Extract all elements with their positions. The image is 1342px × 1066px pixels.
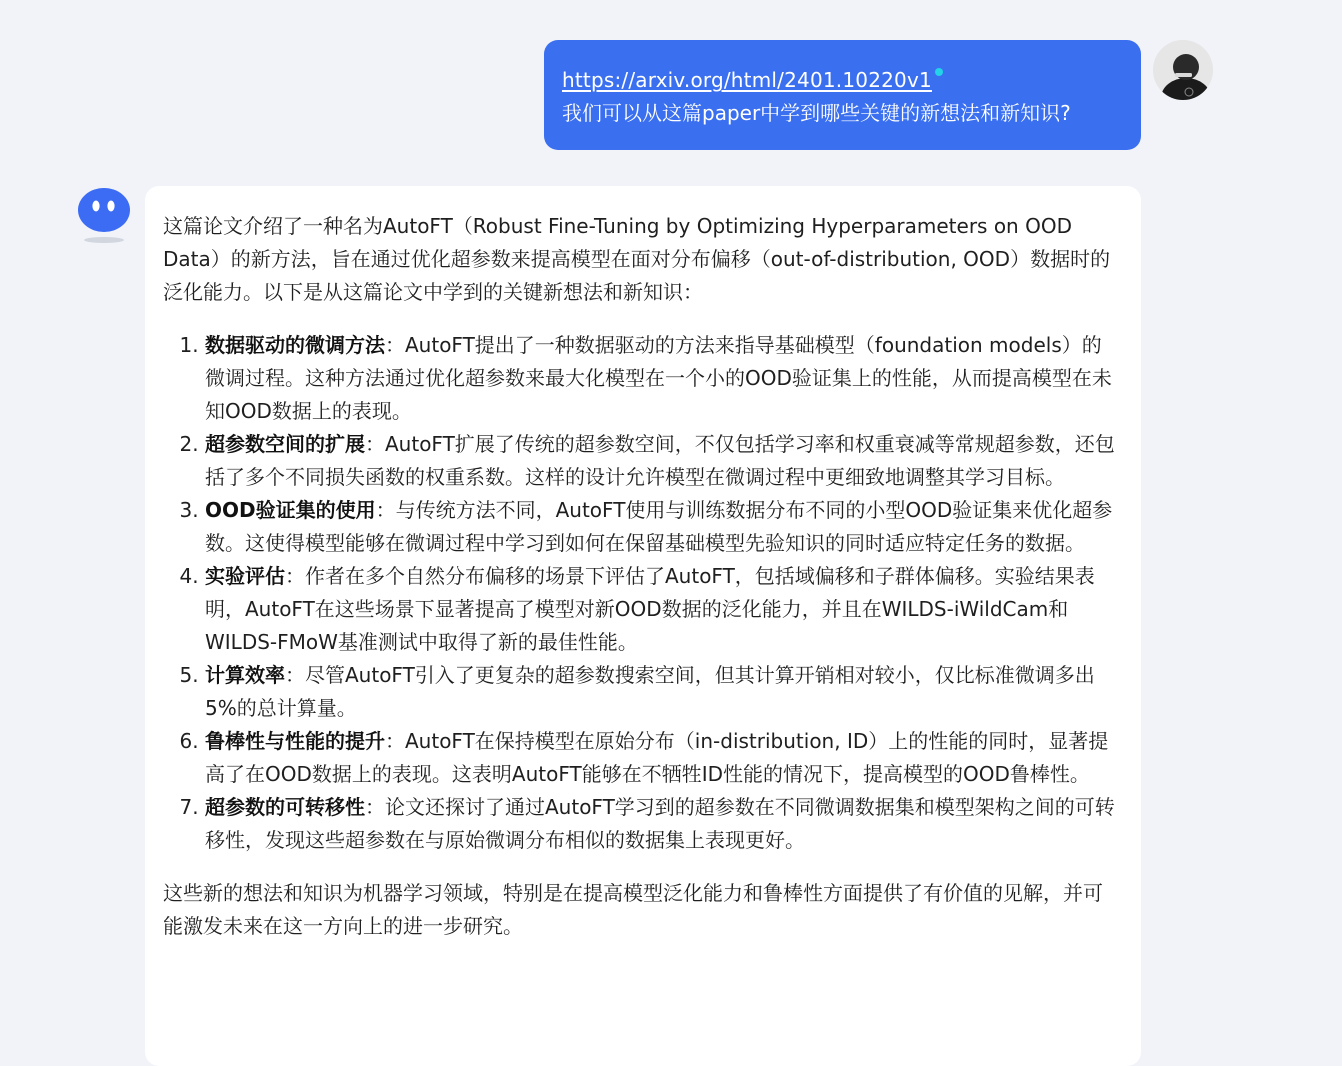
- point-text: ：AutoFT扩展了传统的超参数空间，不仅包括学习率和权重衰减等常规超参数，还包括了多个不同损失函数的权重系数。这样的设计允许模型在微调过程中更细致地调整其学习目标。: [205, 432, 1115, 489]
- point-title: 实验评估: [205, 564, 285, 588]
- point-title: 计算效率: [205, 663, 285, 687]
- point-text: ：与传统方法不同，AutoFT使用与训练数据分布不同的小型OOD验证集来优化超参数。这使得模型能够在微调过程中学习到如何在保留基础模型先验知识的同时适应特定任务的数据。: [205, 498, 1113, 555]
- key-points-list: [163, 329, 1121, 857]
- list-item: [205, 659, 1121, 725]
- user-question-text: 我们可以从这篇paper中学到哪些关键的新想法和新知识?: [562, 101, 1071, 125]
- user-photo-avatar-icon: [1153, 40, 1213, 100]
- point-text: ：AutoFT提出了一种数据驱动的方法来指导基础模型（foundation models）的微调过程。这种方法通过优化超参数来最大化模型在一个小的OOD验证集上的性能，从而提高模型在未知OOD数据上的表现。: [205, 333, 1112, 423]
- point-text: ：作者在多个自然分布偏移的场景下评估了AutoFT，包括域偏移和子群体偏移。实验结果表明，AutoFT在这些场景下显著提高了模型对新OOD数据的泛化能力，并且在WILDS-iWildCam和WILDS-FMoW基准测试中取得了新的最佳性能。: [205, 564, 1095, 654]
- point-title: OOD验证集的使用: [205, 498, 376, 522]
- user-message-link-line: [562, 64, 1123, 97]
- arxiv-link[interactable]: https://arxiv.org/html/2401.10220v1: [562, 68, 932, 92]
- user-message-bubble: [544, 40, 1141, 150]
- point-text: ：AutoFT在保持模型在原始分布（in-distribution, ID）上的性能的同时，显著提高了在OOD数据上的表现。这表明AutoFT能够在不牺牲ID性能的情况下，提高模型的OOD鲁棒性。: [205, 729, 1109, 786]
- point-text: ：尽管AutoFT引入了更复杂的超参数搜索空间，但其计算开销相对较小，仅比标准微调多出5%的总计算量。: [205, 663, 1095, 720]
- point-title: 超参数空间的扩展: [205, 432, 365, 456]
- point-title: 数据驱动的微调方法: [205, 333, 385, 357]
- user-avatar[interactable]: [1153, 40, 1213, 100]
- bot-response-card: [145, 186, 1141, 1066]
- point-text: ：论文还探讨了通过AutoFT学习到的超参数在不同微调数据集和模型架构之间的可转移性，发现这些超参数在与原始微调分布相似的数据集上表现更好。: [205, 795, 1115, 852]
- point-title: 鲁棒性与性能的提升: [205, 729, 385, 753]
- list-item: [205, 725, 1121, 791]
- point-title: 超参数的可转移性: [205, 795, 365, 819]
- list-item: [205, 791, 1121, 857]
- bot-conclusion-paragraph: 这些新的想法和知识为机器学习领域，特别是在提高模型泛化能力和鲁棒性方面提供了有价值的见解，并可能激发未来在这一方向上的进一步研究。: [163, 881, 1103, 938]
- bot-avatar: [78, 186, 130, 246]
- list-item: [205, 329, 1121, 428]
- blue-robot-avatar-icon: [78, 186, 130, 246]
- list-item: [205, 494, 1121, 560]
- list-item: [205, 560, 1121, 659]
- bot-intro-paragraph: 这篇论文介绍了一种名为AutoFT（Robust Fine-Tuning by Optimizing Hyperparameters on OOD Data）的新方法，旨在通过优化超参数来提高模型在面对分布偏移（out-of-distribution, OOD）数据时的泛化能力。以下是从这篇论文中学到的关键新想法和新知识：: [163, 214, 1111, 304]
- user-message-row: [544, 40, 1213, 150]
- list-item: [205, 428, 1121, 494]
- link-status-dot-icon: [935, 68, 943, 76]
